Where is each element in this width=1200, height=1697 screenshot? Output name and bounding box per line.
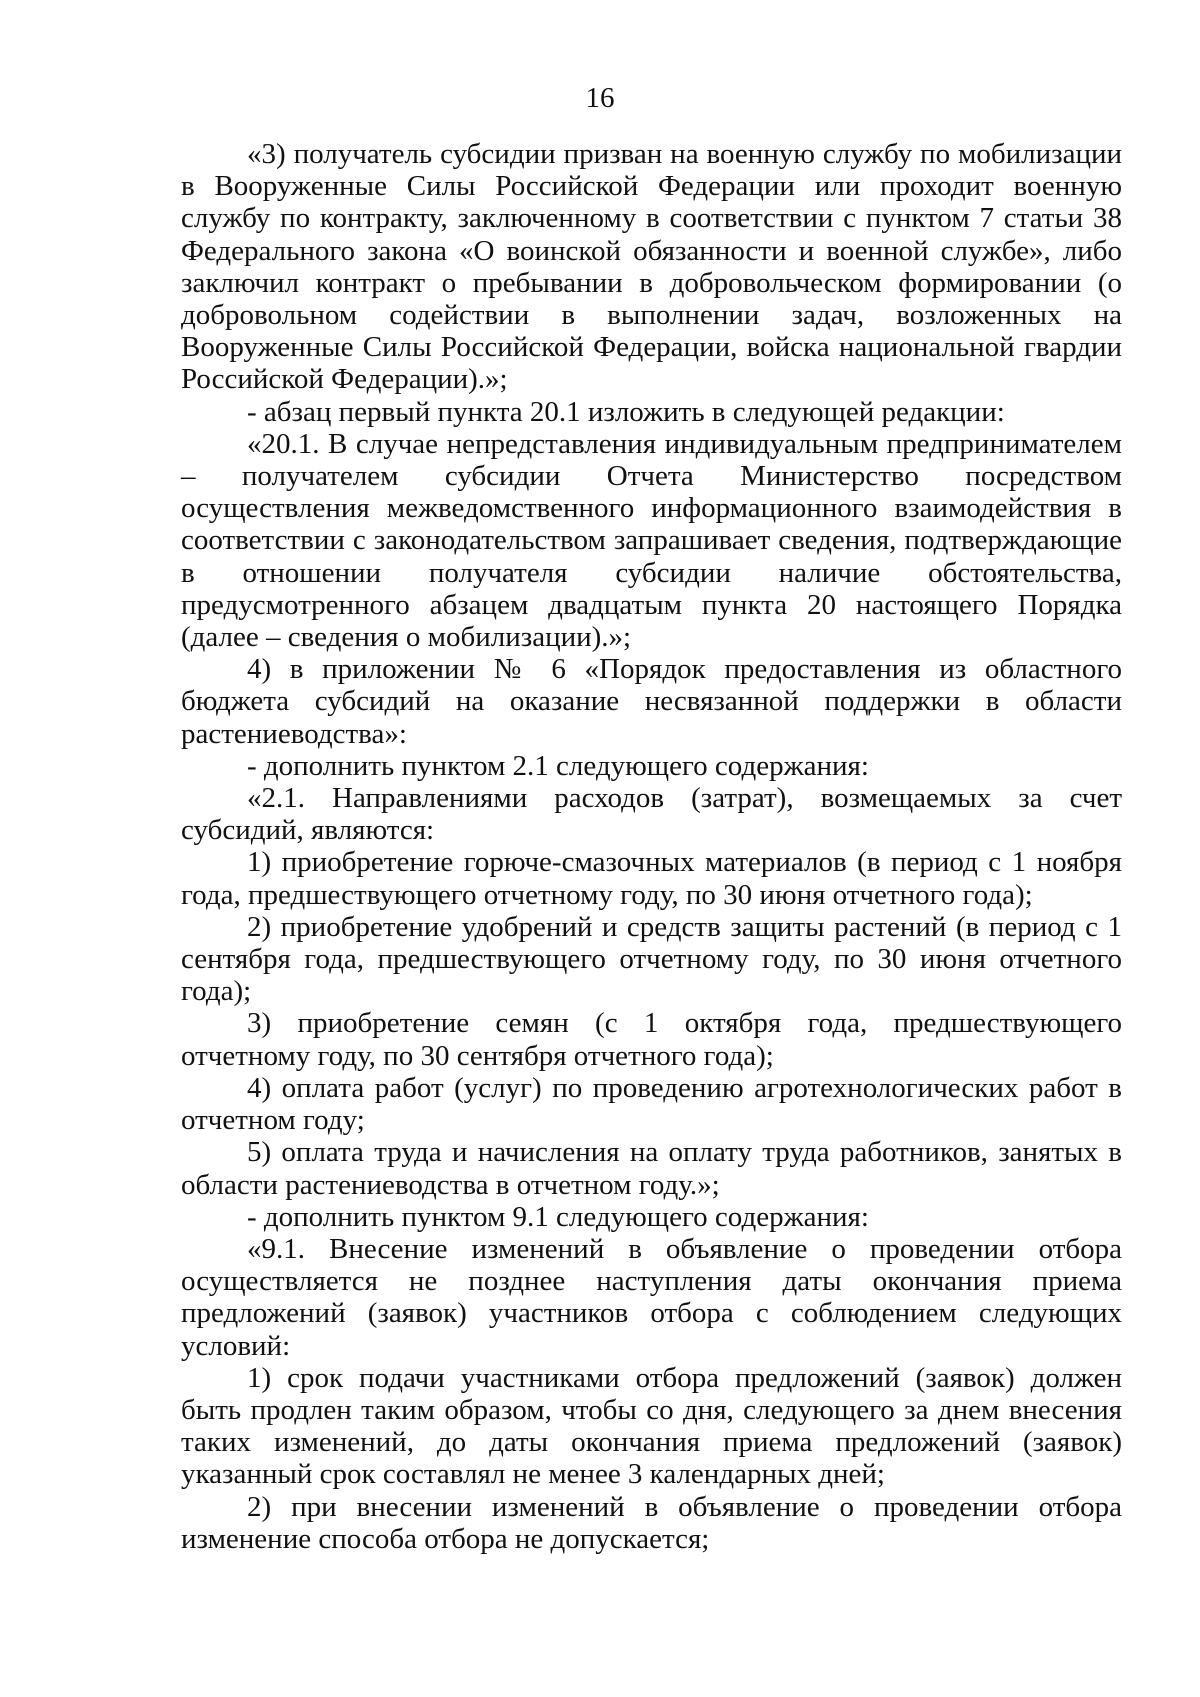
- list-item-selection-method: 2) при внесении изменений в объявление о проведении отбора изменение способа отбора не допускается;: [181, 1490, 1122, 1555]
- paragraph-amend-20-1-intro: - абзац первый пункта 20.1 изложить в следующей редакции:: [247, 395, 1005, 428]
- list-item-fuel: 1) приобретение горюче-смазочных материалов (в период с 1 ноября года, предшествующего отчетному году, по 30 июня отчетного года);: [181, 846, 1122, 911]
- paragraph-mobilization-clause-3: «3) получатель субсидии призван на военную службу по мобилизации в Вооруженные Силы Российской Федерации или проходит военную службу по контракту, заключенному в соответствии с пунктом 7 статьи 38 Федерального закона «О воинской обязанности и военной службе», либо заключил контракт о пребывании в добровольческом формировании (о добровольном содействии в выполнении задач, возложенных на Вооруженные Силы Российской Федерации, войска национальной гвардии Российской Федерации).»;: [181, 138, 1122, 396]
- document-body: [181, 138, 1122, 1555]
- list-item-fertilizers: 2) приобретение удобрений и средств защиты растений (в период с 1 сентября года, предшествующего отчетному году, по 30 июня отчетного года);: [181, 910, 1122, 1008]
- list-item-deadline-extension: 1) срок подачи участниками отбора предложений (заявок) должен быть продлен таким образом, чтобы со дня, следующего за днем внесения таких изменений, до даты окончания приема предложений (заявок) указанный срок составлял не менее 3 календарных дней;: [181, 1361, 1122, 1491]
- paragraph-appendix-6: 4) в приложении № 6 «Порядок предоставления из областного бюджета субсидий на оказание несвязанной поддержки в области растениеводства»:: [181, 653, 1122, 750]
- paragraph-clause-9-1: «9.1. Внесение изменений в объявление о проведении отбора осуществляется не позднее наступления даты окончания приема предложений (заявок) участников отбора с соблюдением следующих условий:: [181, 1232, 1122, 1362]
- list-item-seeds: 3) приобретение семян (с 1 октября года, предшествующего отчетному году, по 30 сентября отчетного года);: [181, 1007, 1122, 1072]
- page-number: 16: [585, 82, 615, 114]
- paragraph-clause-20-1: «20.1. В случае непредставления индивидуальным предпринимателем – получателем субсидии Отчета Министерство посредством осуществления межведомственного информационного взаимодействия в соответствии с законодательством запрашивает сведения, подтверждающие в отношении получателя субсидии наличие обстоятельства, предусмотренного абзацем двадцатым пункта 20 настоящего Порядка (далее – сведения о мобилизации).»;: [181, 427, 1122, 654]
- paragraph-clause-2-1: «2.1. Направлениями расходов (затрат), возмещаемых за счет субсидий, являются:: [181, 782, 1122, 847]
- list-item-agrotech-works: 4) оплата работ (услуг) по проведению агротехнологических работ в отчетном году;: [181, 1071, 1122, 1137]
- paragraph-add-9-1-intro: - дополнить пунктом 9.1 следующего содержания:: [247, 1200, 869, 1233]
- list-item-labor: 5) оплата труда и начисления на оплату труда работников, занятых в области растениеводства в отчетном году.»;: [181, 1136, 1122, 1201]
- paragraph-add-2-1-intro: - дополнить пунктом 2.1 следующего содержания:: [247, 749, 869, 782]
